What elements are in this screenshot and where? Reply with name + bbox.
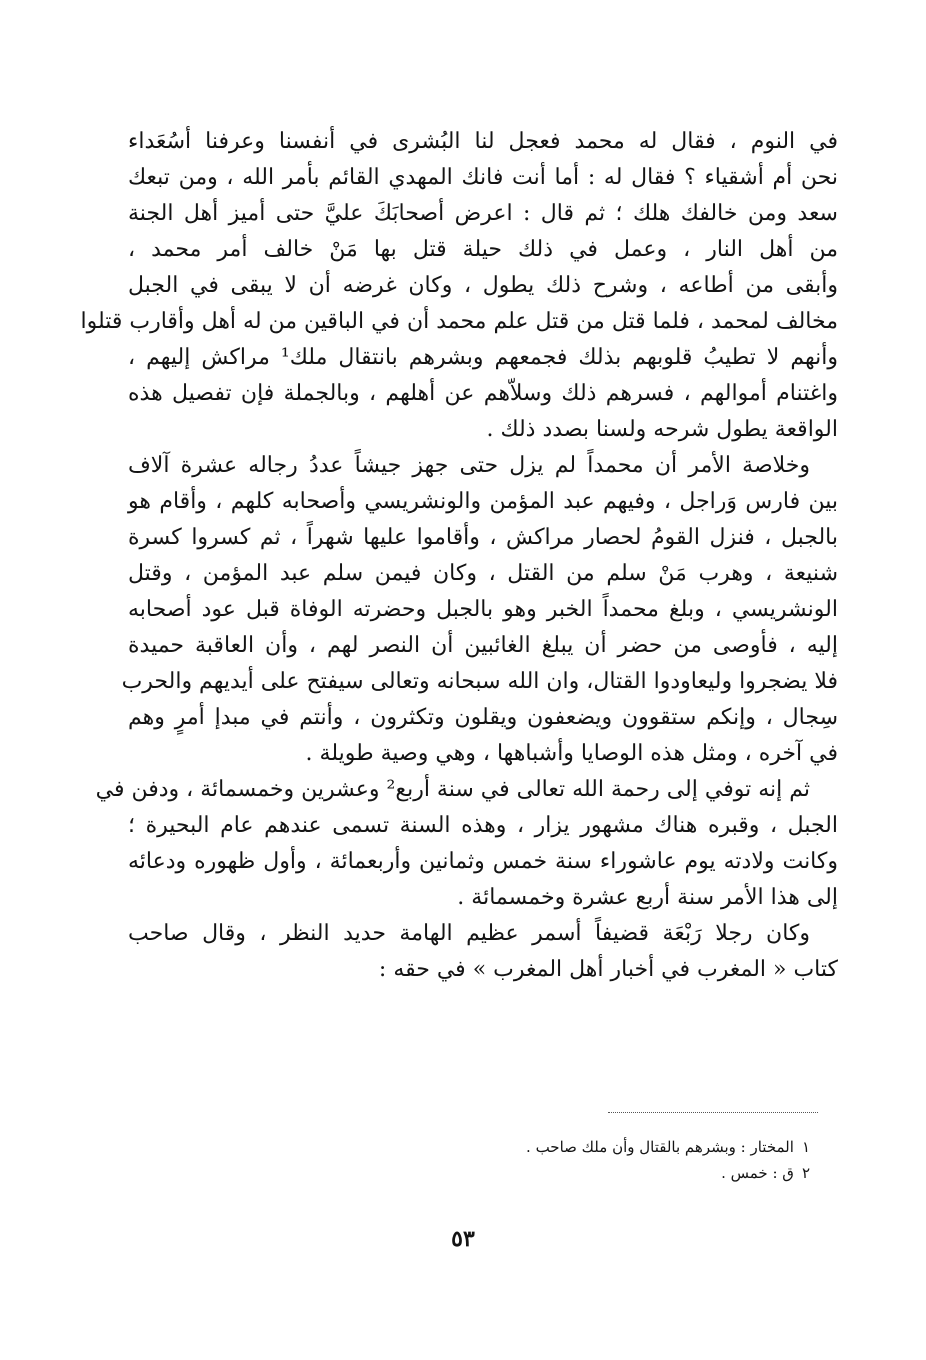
text-line: وخلاصة الأمر أن محمداً لم يزل حتى جهز جيشاً عددُ رجاله عشرة آلاف bbox=[128, 453, 810, 478]
footnote-number: ١ bbox=[801, 1138, 810, 1156]
footnote-item bbox=[400, 1134, 810, 1160]
footnote-divider bbox=[608, 1112, 818, 1113]
text-line: سِجال ، وإنكم ستقوون ويضعفون ويقلون وتكثرون ، وأنتم في مبدإ أمرٍ وهم bbox=[128, 705, 838, 730]
text-line: وأنهم لا تطيبُ قلوبهم بذلك فجمعهم وبشرهم بانتقال ملك¹ مراكش إليهم ، bbox=[128, 345, 838, 370]
text-line: فلا يضجروا وليعاودوا القتال، وان الله سبحانه وتعالى سيفتح على أيديهم والحرب bbox=[121, 669, 838, 694]
text-line: واغتنام أموالهم ، فسرهم ذلك وسلاّهم عن أهلهم ، وبالجملة فإن تفصيل هذه bbox=[128, 381, 838, 406]
text-line: نحن أم أشقياء ؟ فقال له : أما أنت فانك المهدي القائم بأمر الله ، ومن تبعك bbox=[128, 165, 838, 190]
text-line: ثم إنه توفي إلى رحمة الله تعالى في سنة أربع² وعشرين وخمسمائة ، ودفن في bbox=[95, 777, 810, 802]
text-line: الجبل ، وقبره هناك مشهور يزار ، وهذه السنة تسمى عندهم عام البحيرة ؛ bbox=[128, 813, 838, 838]
text-line: إليه ، فأوصى من حضر أن يبلغ الغائبين أن النصر لهم ، وأن العاقبة حميدة bbox=[128, 633, 838, 658]
text-line: الونشريسي ، وبلغ محمداً الخبر وهو بالجبل وحضرته الوفاة قبل عود أصحابه bbox=[128, 597, 838, 622]
footnotes bbox=[400, 1134, 810, 1186]
footnote-item bbox=[400, 1160, 810, 1186]
text-line: في آخره ، ومثل هذه الوصايا وأشباهها ، وهي وصية طويلة . bbox=[305, 741, 838, 766]
text-line: شنيعة ، وهرب مَنْ سلم من القتل ، وكان فيمن سلم عبد المؤمن ، وقتل bbox=[128, 561, 838, 586]
page-number: ٥٣ bbox=[451, 1226, 475, 1252]
footnote-number: ٢ bbox=[801, 1164, 810, 1182]
text-line: سعد ومن خالفك هلك ؛ ثم قال : اعرض أصحابَكَ عليَّ حتى أميز أهل الجنة bbox=[128, 201, 838, 226]
footnote-text: ق : خمس . bbox=[721, 1164, 794, 1182]
text-line: بين فارس وَراجل ، وفيهم عبد المؤمن والونشريسي وأصحابه كلهم ، وأقام هو bbox=[128, 489, 838, 514]
text-line: كتاب « المغرب في أخبار أهل المغرب » في حقه : bbox=[378, 957, 838, 982]
text-line: في النوم ، فقال له محمد فعجل لنا البُشرى في أنفسنا وعرفنا أسُعَداء bbox=[128, 129, 838, 154]
text-line: وكانت ولادته يوم عاشوراء سنة خمس وثمانين وأربعمائة ، وأول ظهوره ودعائه bbox=[128, 849, 838, 874]
text-line: وكان رجلا رَبْعَة قضيفاً أسمر عظيم الهامة حديد النظر ، وقال صاحب bbox=[128, 921, 810, 946]
text-line: بالجبل ، فنزل القومُ لحصار مراكش ، وأقاموا عليها شهراً ، ثم كسروا كسرة bbox=[128, 525, 838, 550]
text-line: الواقعة يطول شرحه ولسنا بصدد ذلك . bbox=[486, 417, 838, 442]
text-line: إلى هذا الأمر سنة أربع عشرة وخمسمائة . bbox=[457, 885, 838, 910]
main-text bbox=[80, 124, 839, 988]
footnote-text: المختار : وبشرهم بالقتال وأن ملك صاحب . bbox=[526, 1138, 794, 1156]
text-line: من أهل النار ، وعمل في ذلك حيلة قتل بها مَنْ خالف أمر محمد ، bbox=[128, 237, 839, 262]
text-line: مخالف لمحمد ، فلما قتل من قتل علم محمد أن في الباقين من له أهل وأقارب قتلوا bbox=[80, 309, 838, 334]
text-line: وأبقى من أطاعه ، وشرح ذلك يطول ، وكان غرضه أن لا يبقى في الجبل bbox=[128, 273, 838, 298]
